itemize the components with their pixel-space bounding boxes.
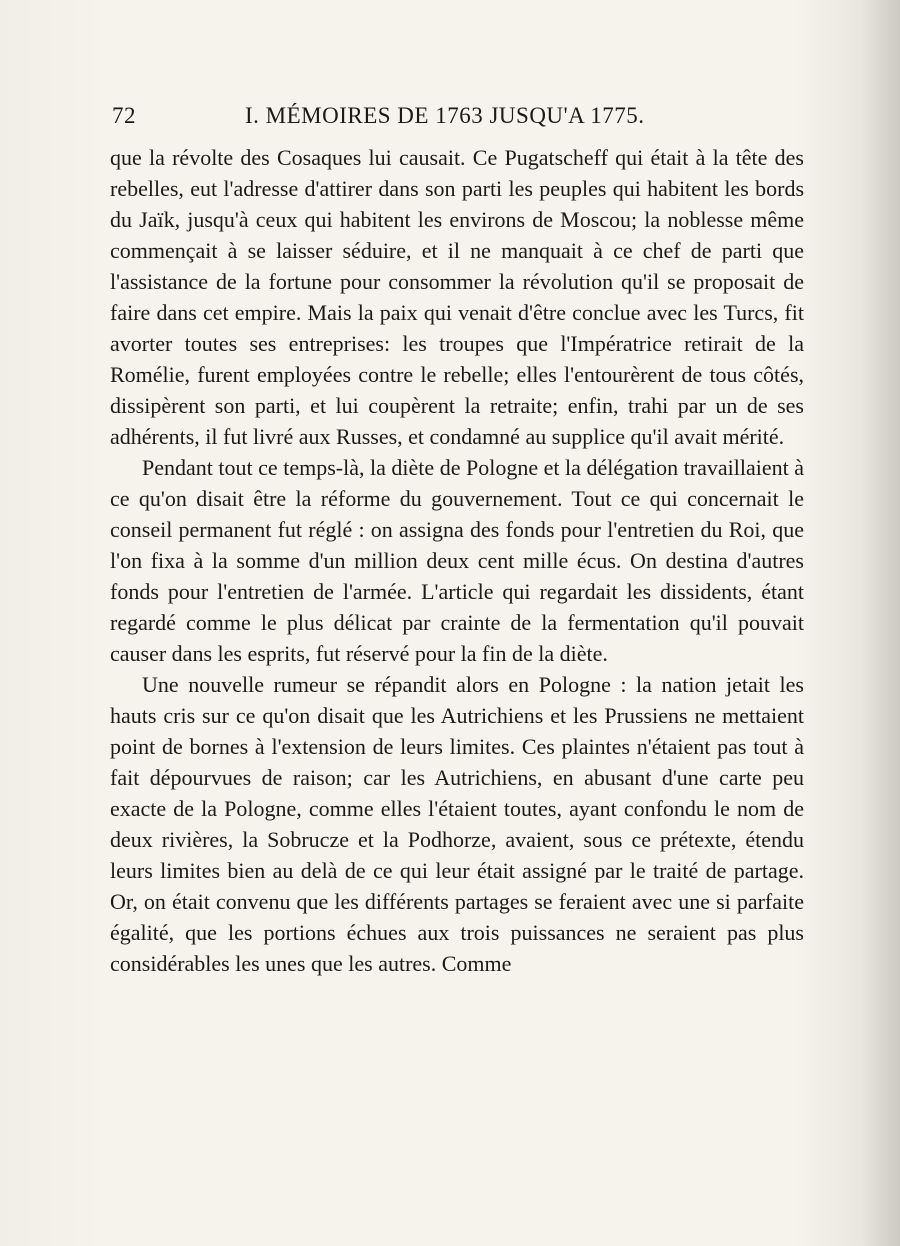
paragraph-3: Une nouvelle rumeur se répandit alors en Pologne : la nation jetait les hauts cris sur ce qu'on disait que les Autrichiens et les Prussiens ne mettaient point de bornes à l'extension de leurs limites. Ces plaintes n'étaient pas tout à fait dépourvues de raison; car les Autrichiens, en abusant d'une carte peu exacte de la Pologne, comme elles l'étaient toutes, ayant confondu le nom de deux rivières, la Sobrucze et la Podhorze, avaient, sous ce prétexte, étendu leurs limites bien au delà de ce qui leur était assigné par le traité de partage. Or, on était convenu que les différents partages se feraient avec une si parfaite égalité, que les portions échues aux trois puissances ne seraient pas plus considérables les unes que les autres. Comme: [110, 672, 804, 976]
page-header: [112, 103, 672, 135]
paragraph-1: que la révolte des Cosaques lui causait. Ce Pugatscheff qui était à la tête des rebelles, eut l'adresse d'attirer dans son parti les peuples qui habitent les bords du Jaïk, jusqu'à ceux qui habitent les environs de Moscou; la noblesse même commençait à se laisser séduire, et il ne manquait à ce chef de parti que l'assistance de la fortune pour consommer la révolution qu'il se proposait de faire dans cet empire. Mais la paix qui venait d'être conclue avec les Turcs, fit avorter toutes ses entreprises: les troupes que l'Impératrice retirait de la Romélie, furent employées contre le rebelle; elles l'entourèrent de tous côtés, dissipèrent son parti, et lui coupèrent la retraite; enfin, trahi par un de ses adhérents, il fut livré aux Russes, et condamné au supplice qu'il avait mérité.: [110, 145, 804, 449]
page-number: 72: [112, 103, 136, 128]
running-title: I. MÉMOIRES DE 1763 JUSQU'A 1775.: [245, 103, 645, 128]
body-text: [110, 142, 804, 979]
paragraph-2: Pendant tout ce temps-là, la diète de Pologne et la délégation travaillaient à ce qu'on disait être la réforme du gouvernement. Tout ce qui concernait le conseil permanent fut réglé : on assigna des fonds pour l'entretien du Roi, que l'on fixa à la somme d'un million deux cent mille écus. On destina d'autres fonds pour l'entretien de l'armée. L'article qui regardait les dissidents, étant regardé comme le plus délicat par crainte de la fermentation qu'il pouvait causer dans les esprits, fut réservé pour la fin de la diète.: [110, 455, 804, 666]
page-gutter-shadow: [862, 0, 900, 1246]
